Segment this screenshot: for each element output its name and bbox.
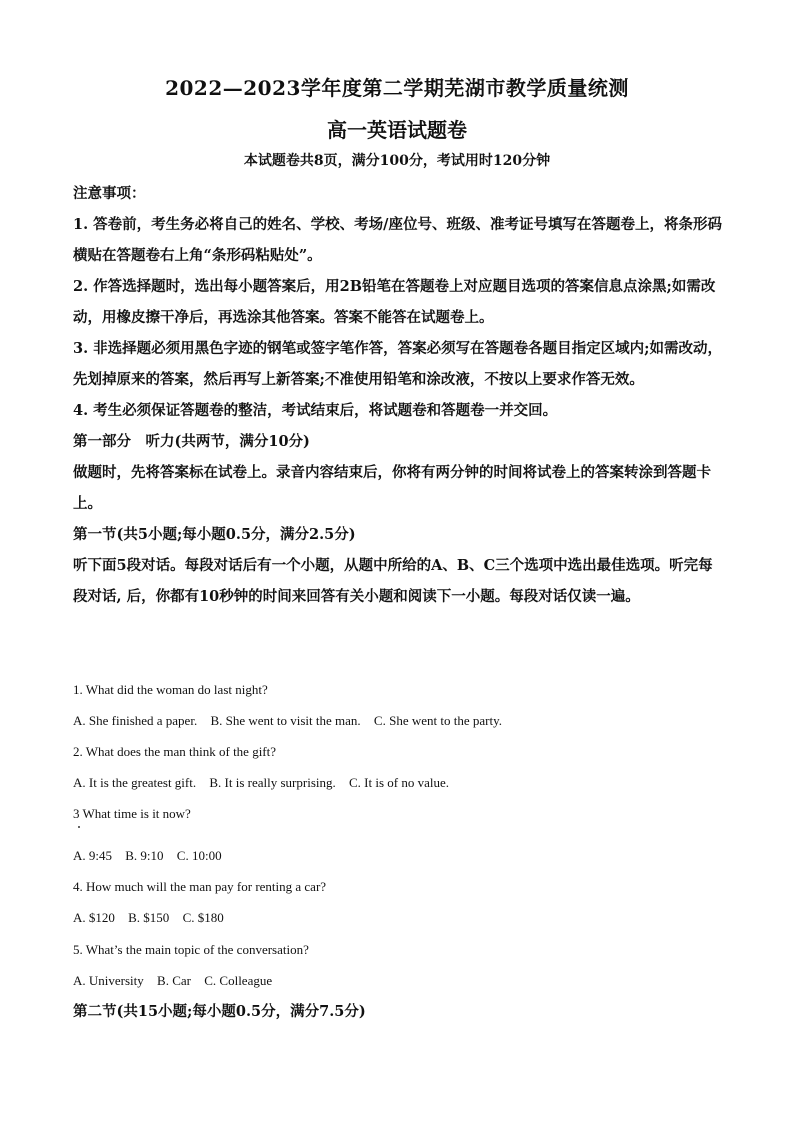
question-stem-5: 5. What’s the main topic of the conversation? — [73, 942, 309, 957]
option-a: A. 9:45 — [73, 848, 112, 863]
question-stem-1: 1. What did the woman do last night? — [73, 682, 268, 697]
option-c: C. It is of no value. — [349, 775, 450, 790]
exam-subtitle: 高一英语试题卷 — [327, 118, 467, 142]
option-c: C. Colleague — [204, 973, 273, 988]
option-b: B. She went to visit the man. — [210, 713, 361, 728]
option-c: C. $180 — [182, 910, 224, 925]
exam-info: 本试题卷共8页，满分100分，考试用时120分钟 — [243, 153, 551, 169]
question-options-4 — [73, 910, 723, 926]
option-b: B. It is really surprising. — [209, 775, 336, 790]
section1-heading: 第一节(共5小题;每小题0.5分，满分2.5分) — [73, 526, 356, 543]
note-item-2: 2. 作答选择题时，选出每小题答案后，用2B铅笔在答题卷上对应题目选项的答案信息点涂黑;如需改动，用橡皮擦干净后，再选涂其他答案。答案不能答在试题卷上。 — [73, 278, 716, 326]
note-item-1: 1. 答卷前，考生务必将自己的姓名、学校、考场/座位号、班级、准考证号填写在答题卷上，将条形码横贴在答题卷右上角“条形码粘贴处”。 — [73, 216, 722, 264]
notes-heading: 注意事项： — [73, 185, 146, 202]
question-stem-4: 4. How much will the man pay for renting a car? — [73, 879, 327, 894]
option-c: C. 10:00 — [176, 848, 222, 863]
option-b: B. $150 — [128, 910, 170, 925]
section2-heading: 第二节(共15小题;每小题0.5分，满分7.5分) — [73, 1003, 366, 1020]
option-a: A. $120 — [73, 910, 115, 925]
question-options-2 — [73, 775, 723, 791]
question-stem-2: 2. What does the man think of the gift? — [73, 744, 277, 759]
option-b: B. 9:10 — [125, 848, 164, 863]
note-item-4: 4. 考生必须保证答题卷的整洁，考试结束后，将试题卷和答题卷一并交回。 — [73, 402, 558, 419]
part1-heading: 第一部分 听力(共两节，满分10分) — [73, 433, 310, 450]
option-a: A. It is the greatest gift. — [73, 775, 197, 790]
question-options-3 — [73, 848, 723, 864]
stray-dot — [78, 826, 80, 828]
option-a: A. University — [73, 973, 144, 988]
question-options-1 — [73, 713, 723, 729]
option-c: C. She went to the party. — [373, 713, 502, 728]
exam-title: 2022—2023学年度第二学期芜湖市教学质量统测 — [165, 76, 629, 100]
note-item-3: 3. 非选择题必须用黑色字迹的钢笔或签字笔作答，答案必须写在答题卷各题目指定区域内;如需改动，先划掉原来的答案，然后再写上新答案;不准使用铅笔和涂改液，不按以上要求作答无效。 — [73, 340, 723, 388]
part1-instructions: 做题时，先将答案标在试卷上。录音内容结束后，你将有两分钟的时间将试卷上的答案转涂到答题卡上。 — [73, 464, 711, 512]
notes-section — [73, 178, 723, 612]
option-a: A. She finished a paper. — [73, 713, 198, 728]
section1-instructions: 听下面5段对话。每段对话后有一个小题，从题中所给的A、B、C三个选项中选出最佳选项。听完每段对话, 后，你都有10秒钟的时间来回答有关小题和阅读下一小题。每段对话仅读一遍。 — [73, 557, 713, 605]
question-options-5 — [73, 973, 723, 989]
option-b: B. Car — [157, 973, 191, 988]
question-stem-3: 3 What time is it now? — [73, 806, 191, 821]
